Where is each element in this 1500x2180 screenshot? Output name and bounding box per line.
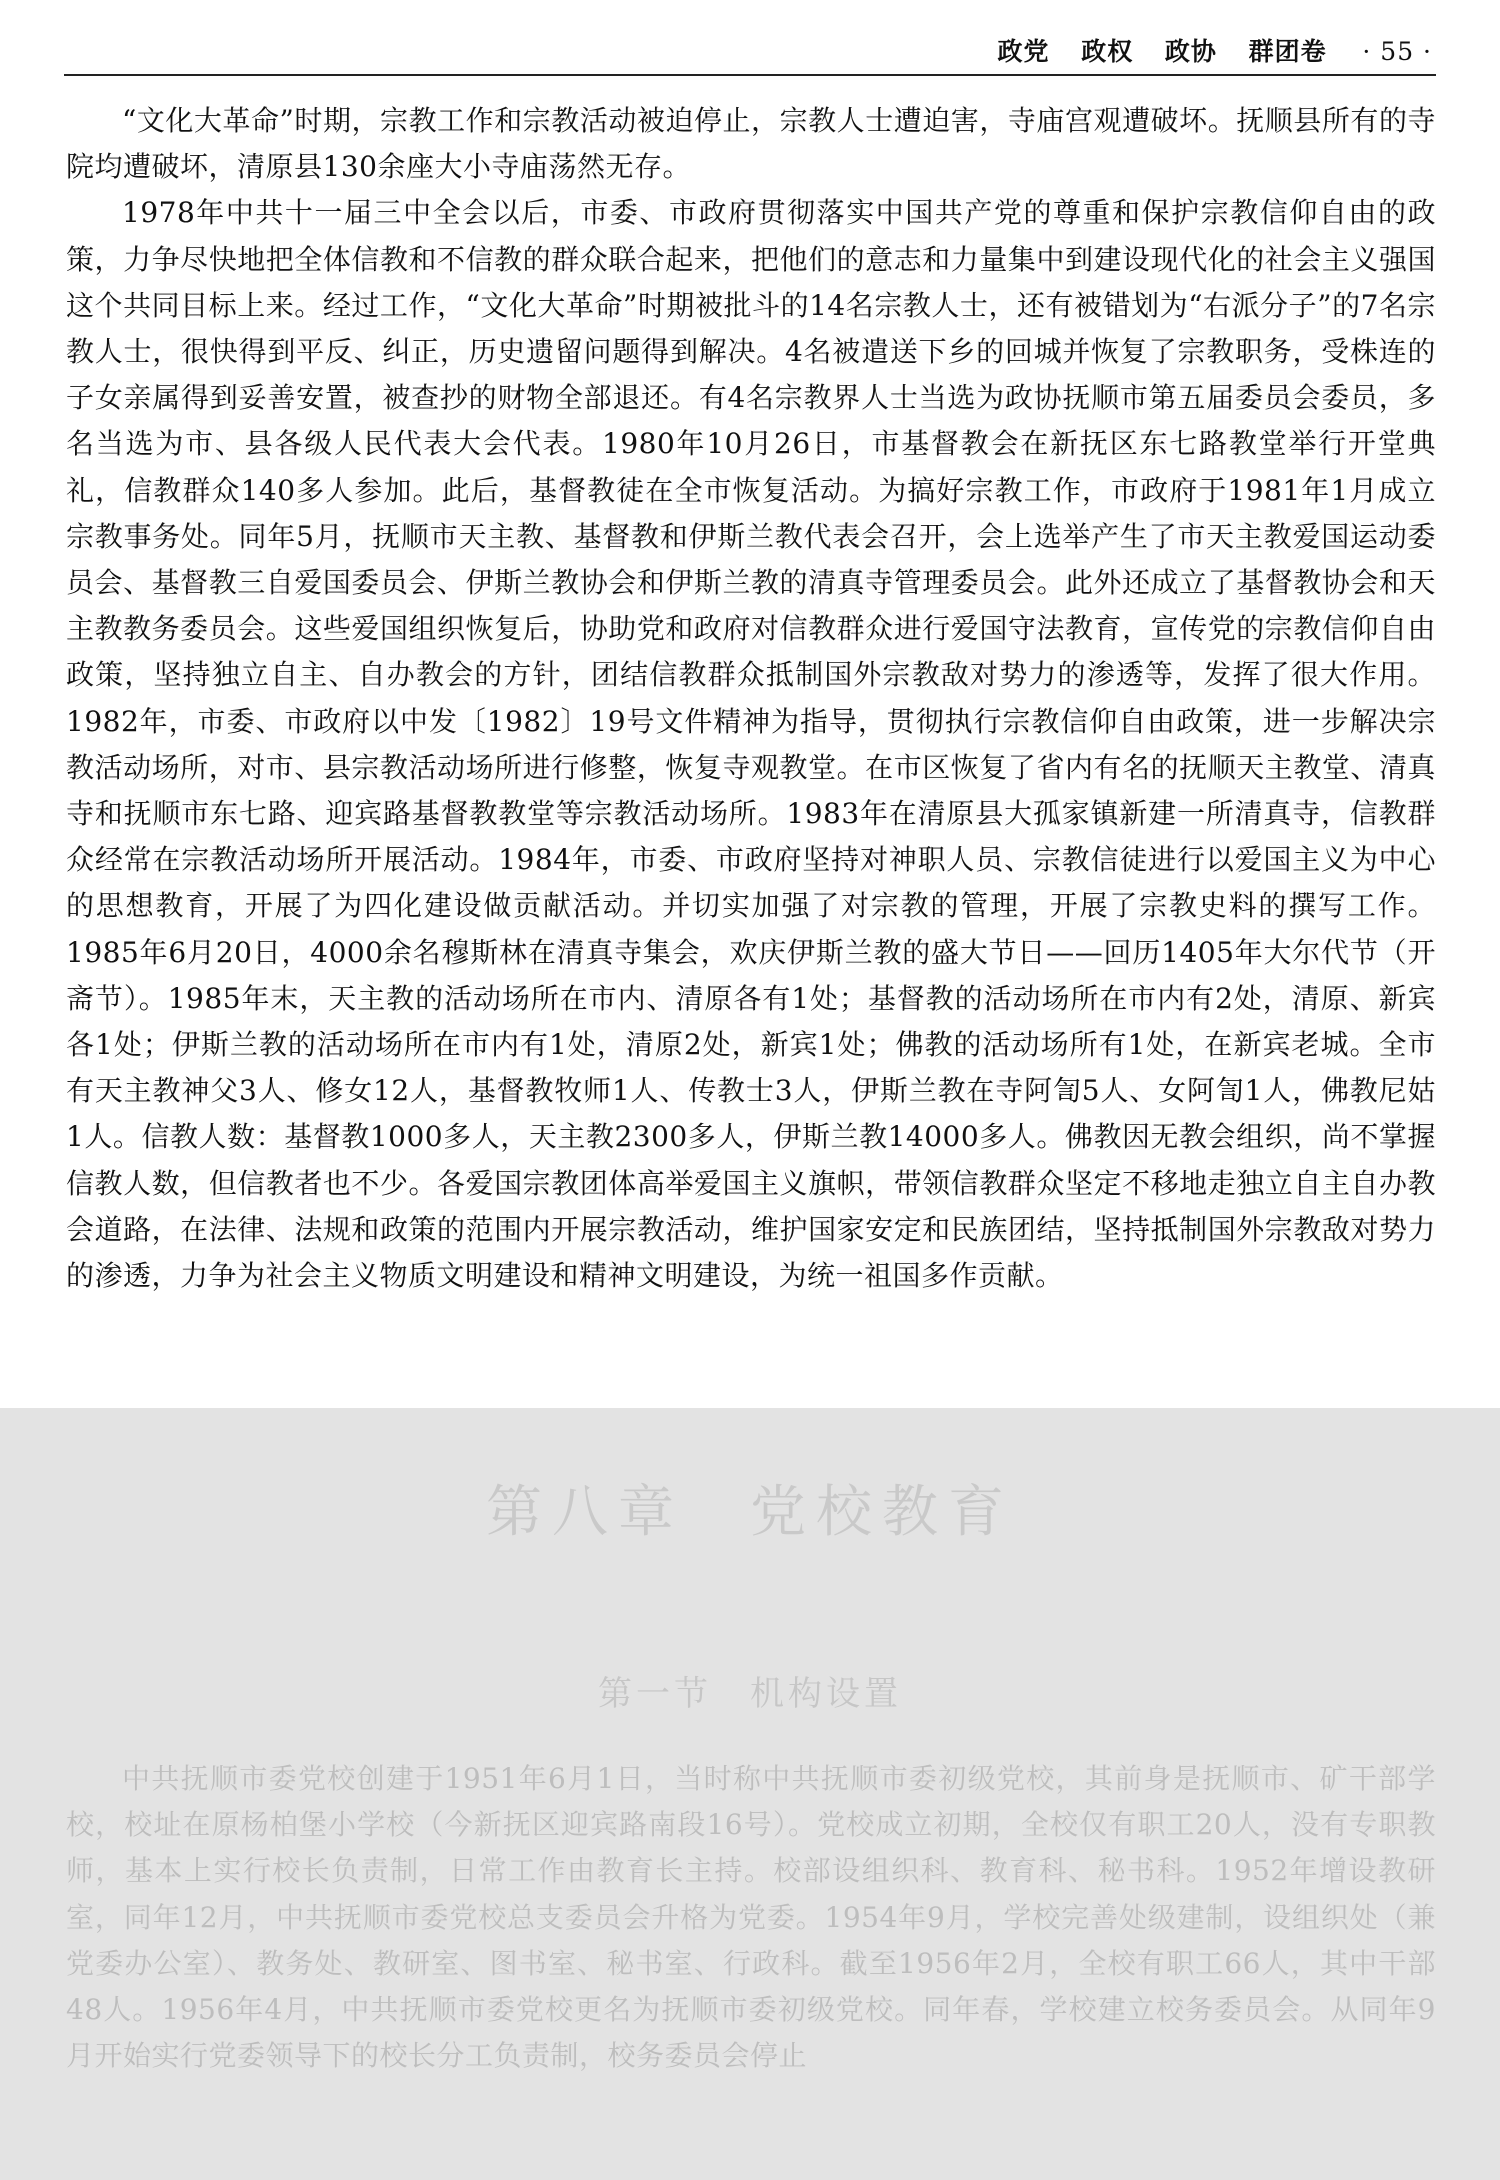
faded-lower-region	[0, 1408, 1500, 2180]
upper-body-text	[66, 98, 1436, 1299]
paragraph-cultural-revolution: “文化大革命”时期，宗教工作和宗教活动被迫停止，宗教人士遭迫害，寺庙宫观遭破坏。抚顺县所有的寺院均遭破坏，清原县130余座大小寺庙荡然无存。	[66, 104, 1436, 184]
header-section-3: 政协	[1164, 37, 1217, 66]
header-section-1: 政党	[997, 37, 1050, 66]
lower-body-text	[66, 1756, 1436, 2079]
paragraph-party-school: 中共抚顺市委党校创建于1951年6月1日，当时称中共抚顺市委初级党校，其前身是抚顺市、矿干部学校，校址在原杨柏堡小学校（今新抚区迎宾路南段16号）。党校成立初期，全校仅有职工20人，没有专职教师，基本上实行校长负责制，日常工作由教育长主持。校部设组织科、教育科、秘书科。1952年增设教研室，同年12月，中共抚顺市委党校总支委员会升格为党委。1954年9月，学校完善处级建制，设组织处（兼党委办公室）、教务处、教研室、图书室、秘书室、行政科。截至1956年2月，全校有职工66人，其中干部48人。1956年4月，中共抚顺市委党校更名为抚顺市委初级党校。同年春，学校建立校务委员会。从同年9月开始实行党委领导下的校长分工负责制，校务委员会停止	[66, 1762, 1436, 2073]
page-number: · 55 ·	[1362, 37, 1432, 66]
running-header	[64, 30, 1436, 76]
chapter-title: 第八章 党校教育	[486, 1480, 1014, 1545]
paragraph-post-1978: 1978年中共十一届三中全会以后，市委、市政府贯彻落实中国共产党的尊重和保护宗教信仰自由的政策，力争尽快地把全体信教和不信教的群众联合起来，把他们的意志和力量集中到建设现代化的社会主义强国这个共同目标上来。经过工作，“文化大革命”时期被批斗的14名宗教人士，还有被错划为“右派分子”的7名宗教人士，很快得到平反、纠正，历史遗留问题得到解决。4名被遣送下乡的回城并恢复了宗教职务，受株连的子女亲属得到妥善安置，被查抄的财物全部退还。有4名宗教界人士当选为政协抚顺市第五届委员会委员，多名当选为市、县各级人民代表大会代表。1980年10月26日，市基督教会在新抚区东七路教堂举行开堂典礼，信教群众140多人参加。此后，基督教徒在全市恢复活动。为搞好宗教工作，市政府于1981年1月成立宗教事务处。同年5月，抚顺市天主教、基督教和伊斯兰教代表会召开，会上选举产生了市天主教爱国运动委员会、基督教三自爱国委员会、伊斯兰教协会和伊斯兰教的清真寺管理委员会。此外还成立了基督教协会和天主教教务委员会。这些爱国组织恢复后，协助党和政府对信教群众进行爱国守法教育，宣传党的宗教信仰自由政策，坚持独立自主、自办教会的方针，团结信教群众抵制国外宗教敌对势力的渗透等，发挥了很大作用。1982年，市委、市政府以中发〔1982〕19号文件精神为指导，贯彻执行宗教信仰自由政策，进一步解决宗教活动场所，对市、县宗教活动场所进行修整，恢复寺观教堂。在市区恢复了省内有名的抚顺天主教堂、清真寺和抚顺市东七路、迎宾路基督教教堂等宗教活动场所。1983年在清原县大孤家镇新建一所清真寺，信教群众经常在宗教活动场所开展活动。1984年，市委、市政府坚持对神职人员、宗教信徒进行以爱国主义为中心的思想教育，开展了为四化建设做贡献活动。并切实加强了对宗教的管理，开展了宗教史料的撰写工作。1985年6月20日，4000余名穆斯林在清真寺集会，欢庆伊斯兰教的盛大节日——回历1405年大尔代节（开斋节）。1985年末，天主教的活动场所在市内、清原各有1处；基督教的活动场所在市内有2处，清原、新宾各1处；伊斯兰教的活动场所在市内有1处，清原2处，新宾1处；佛教的活动场所有1处，在新宾老城。全市有天主教神父3人、修女12人，基督教牧师1人、传教士3人，伊斯兰教在寺阿訇5人、女阿訇1人，佛教尼姑1人。信教人数：基督教1000多人，天主教2300多人，伊斯兰教14000多人。佛教因无教会组织，尚不掌握信教人数，但信教者也不少。各爱国宗教团体高举爱国主义旗帜，带领信教群众坚定不移地走独立自主自办教会道路，在法律、法规和政策的范围内开展宗教活动，维护国家安定和民族团结，坚持抵制国外宗教敌对势力的渗透，力争为社会主义物质文明建设和精神文明建设，为统一祖国多作贡献。	[66, 196, 1436, 1293]
section-title: 第一节 机构设置	[598, 1674, 902, 1714]
header-section-4: 群团卷	[1248, 37, 1327, 66]
header-titles	[975, 32, 1432, 68]
header-section-2: 政权	[1081, 37, 1134, 66]
